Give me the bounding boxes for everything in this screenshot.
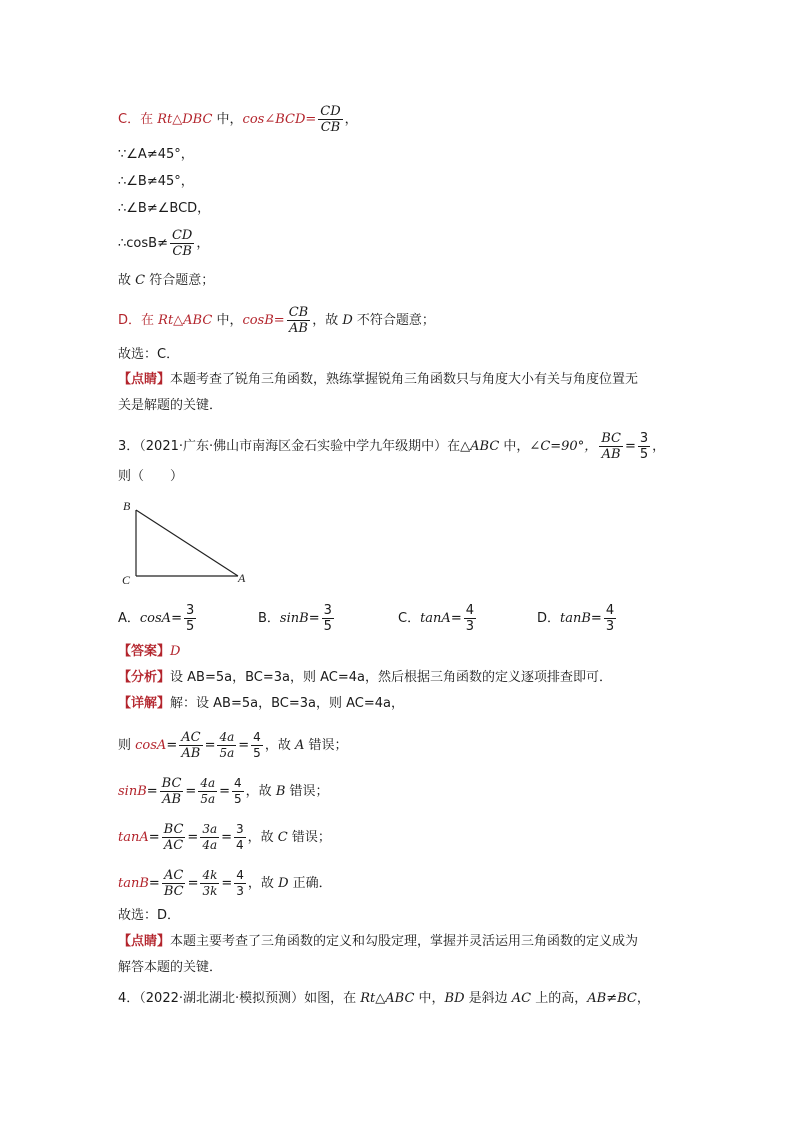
comment-block-3: 【点睛】本题主要考查了三角函数的定义和勾股定理，掌握并灵活运用三角函数的定义成为 bbox=[118, 934, 639, 949]
fraction: $\frac{4}{3}$ bbox=[236, 868, 244, 898]
because-line: ∵∠A≠45°， bbox=[118, 147, 194, 162]
therefore-line-1: ∴∠B≠45°， bbox=[118, 174, 194, 189]
fraction: $\frac{3}{4}$ bbox=[236, 822, 244, 852]
therefore-line-2: ∴∠B≠∠BCD， bbox=[118, 201, 211, 216]
question-3-then: 则（ ） bbox=[118, 469, 184, 484]
comment-tag: 【点睛】 bbox=[118, 372, 171, 387]
option-d: D．tanB= $\frac{4}{3}$ bbox=[537, 603, 615, 634]
fraction: $\frac{BC}{AB}$ bbox=[601, 431, 621, 462]
question-4: 4．（2022·湖北湖北·模拟预测）如图，在 Rt△ABC 中，BD 是斜边 AC 上的高，AB≠BC， bbox=[118, 991, 650, 1006]
fraction: $\frac{CB}{AB}$ bbox=[288, 305, 309, 336]
comment-block-2-line2: 关是解题的关键． bbox=[118, 398, 223, 413]
step-tan-b: tanB= $\frac{AC}{BC}$ = $\frac{4k}{3k}$ = $\frac{4}{3}$ ，故 D 正确． bbox=[118, 868, 332, 899]
fraction: $\frac{3}{5}$ bbox=[323, 603, 332, 634]
vertex-label-a: A bbox=[238, 571, 246, 585]
fraction: $\frac{4}{3}$ bbox=[465, 603, 475, 634]
analysis-tag: 【分析】 bbox=[118, 670, 171, 685]
c-conclusion: 故 C 符合题意； bbox=[118, 273, 215, 288]
detail-tag: 【详解】 bbox=[118, 696, 171, 711]
answer-line bbox=[118, 642, 180, 662]
fraction: $\frac{AC}{BC}$ bbox=[163, 868, 184, 899]
vertex-label-b: B bbox=[123, 499, 131, 513]
therefore-line-3: ∴cosB≠ $\frac{CD}{CB}$ ， bbox=[118, 228, 210, 259]
fraction: $\frac{4a}{5a}$ bbox=[219, 730, 235, 760]
fraction: $\frac{BC}{AC}$ bbox=[163, 822, 184, 853]
fraction: $\frac{4a}{5a}$ bbox=[200, 776, 216, 806]
step-cos-a: 则 cosA= $\frac{AC}{AB}$ = $\frac{4a}{5a}$ = $\frac{4}{5}$ ，故 A 错误； bbox=[118, 730, 348, 761]
fraction: $\frac{3}{5}$ bbox=[639, 431, 649, 462]
triangle-figure bbox=[118, 494, 258, 588]
question-3: 3．（2021·广东·佛山市南海区金石实验中学九年级期中）在△ABC 中，∠C=90°， $\frac{BC}{AB}$ = $\frac{3}{5}$ ， bbox=[118, 431, 666, 462]
option-c-prefix: C．在 bbox=[118, 112, 158, 127]
detail-line: 【详解】解：设 AB=5a，BC=3a，则 AC=4a， bbox=[118, 696, 404, 711]
fraction: $\frac{CD}{CB}$ bbox=[320, 104, 341, 135]
comment-block-2: 【点睛】本题考查了锐角三角函数，熟练掌握锐角三角函数只与角度大小有关与角度位置无 bbox=[118, 372, 639, 387]
option-c: C．tanA= $\frac{4}{3}$ bbox=[398, 603, 475, 634]
side-ab bbox=[136, 510, 238, 576]
fraction: $\frac{CD}{CB}$ bbox=[171, 228, 193, 259]
comment-block-3-line2: 解答本题的关键． bbox=[118, 960, 223, 975]
fraction: $\frac{4}{5}$ bbox=[234, 776, 242, 806]
comment-tag: 【点睛】 bbox=[118, 934, 171, 949]
step-sin-b: sinB= $\frac{BC}{AB}$ = $\frac{4a}{5a}$ = $\frac{4}{5}$ ，故 B 错误； bbox=[118, 776, 329, 807]
fraction: $\frac{3}{5}$ bbox=[185, 603, 195, 634]
choice-line-2: 故选：C． bbox=[118, 347, 180, 362]
fraction: $\frac{4}{5}$ bbox=[253, 730, 261, 760]
answer-tag: 【答案】 bbox=[118, 644, 171, 659]
fraction: $\frac{BC}{AB}$ bbox=[161, 776, 182, 807]
answer-value: D bbox=[170, 644, 181, 659]
fraction: $\frac{4k}{3k}$ bbox=[202, 868, 218, 898]
fraction: $\frac{4}{3}$ bbox=[605, 603, 615, 634]
analysis-line: 【分析】设 AB=5a，BC=3a，则 AC=4a，然后根据三角函数的定义逐项排查即可． bbox=[118, 670, 612, 685]
fraction: $\frac{3a}{4a}$ bbox=[202, 822, 218, 852]
cos-expression: cos∠BCD= bbox=[242, 112, 317, 127]
option-c-line: C．在 Rt△DBC 中，cos∠BCD= $\frac{CD}{CB}$ ， bbox=[118, 104, 358, 135]
fraction: $\frac{AC}{AB}$ bbox=[181, 730, 201, 761]
step-tan-a: tanA= $\frac{BC}{AC}$ = $\frac{3a}{4a}$ = $\frac{3}{4}$ ，故 C 错误； bbox=[118, 822, 331, 853]
option-d-line: D．在 Rt△ABC 中，cosB= $\frac{CB}{AB}$ ，故 D 不符合题意； bbox=[118, 305, 435, 336]
option-a: A．cosA= $\frac{3}{5}$ bbox=[118, 603, 195, 634]
vertex-label-c: C bbox=[122, 573, 131, 587]
choice-line-3: 故选：D． bbox=[118, 908, 181, 923]
option-b: B．sinB= $\frac{3}{5}$ bbox=[258, 603, 332, 634]
